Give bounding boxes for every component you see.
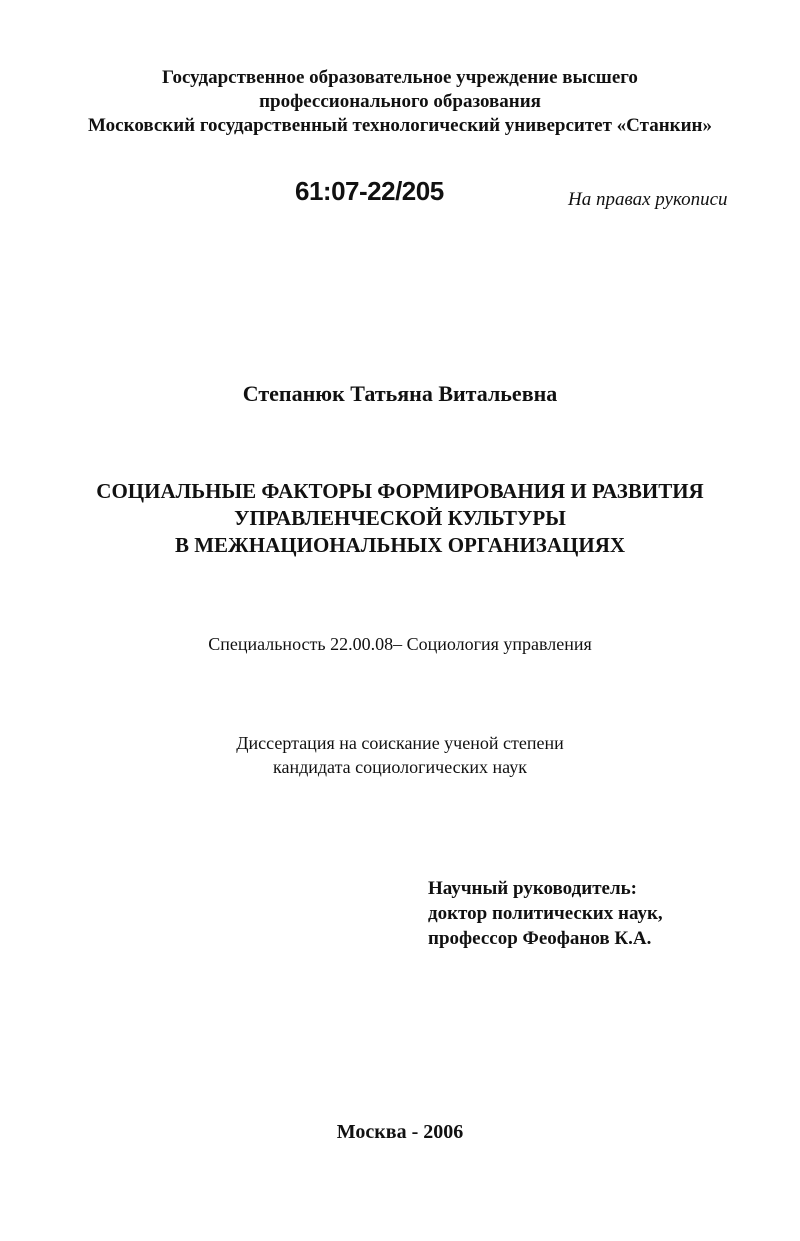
title-line: В МЕЖНАЦИОНАЛЬНЫХ ОРГАНИЗАЦИЯХ xyxy=(174,533,626,557)
supervisor-line: профессор Феофанов К.А. xyxy=(428,928,652,949)
supervisor-line: доктор политических наук, xyxy=(428,903,663,924)
dissertation-title xyxy=(0,478,800,559)
institution-line: Государственное образовательное учреждение высшего xyxy=(162,67,638,88)
catalog-code: 61:07-22/205 xyxy=(295,176,444,206)
degree-line: кандидата социологических наук xyxy=(273,757,527,777)
author-name: Степанюк Татьяна Витальевна xyxy=(242,381,558,406)
supervisor-block xyxy=(428,876,663,951)
city-year: Москва - 2006 xyxy=(336,1121,464,1143)
title-line: УПРАВЛЕНЧЕСКОЙ КУЛЬТУРЫ xyxy=(234,506,566,530)
institution-line: Московский государственный технологический университет «Станкин» xyxy=(88,115,712,136)
institution-block xyxy=(0,66,800,138)
institution-line: профессионального образования xyxy=(259,91,541,112)
specialty: Специальность 22.00.08– Социология управления xyxy=(208,634,592,654)
degree-statement xyxy=(0,731,800,779)
degree-line: Диссертация на соискание ученой степени xyxy=(236,733,564,753)
supervisor-line: Научный руководитель: xyxy=(428,878,637,899)
rights-note: На правах рукописи xyxy=(568,189,728,210)
title-line: СОЦИАЛЬНЫЕ ФАКТОРЫ ФОРМИРОВАНИЯ И РАЗВИТИЯ xyxy=(96,479,704,503)
